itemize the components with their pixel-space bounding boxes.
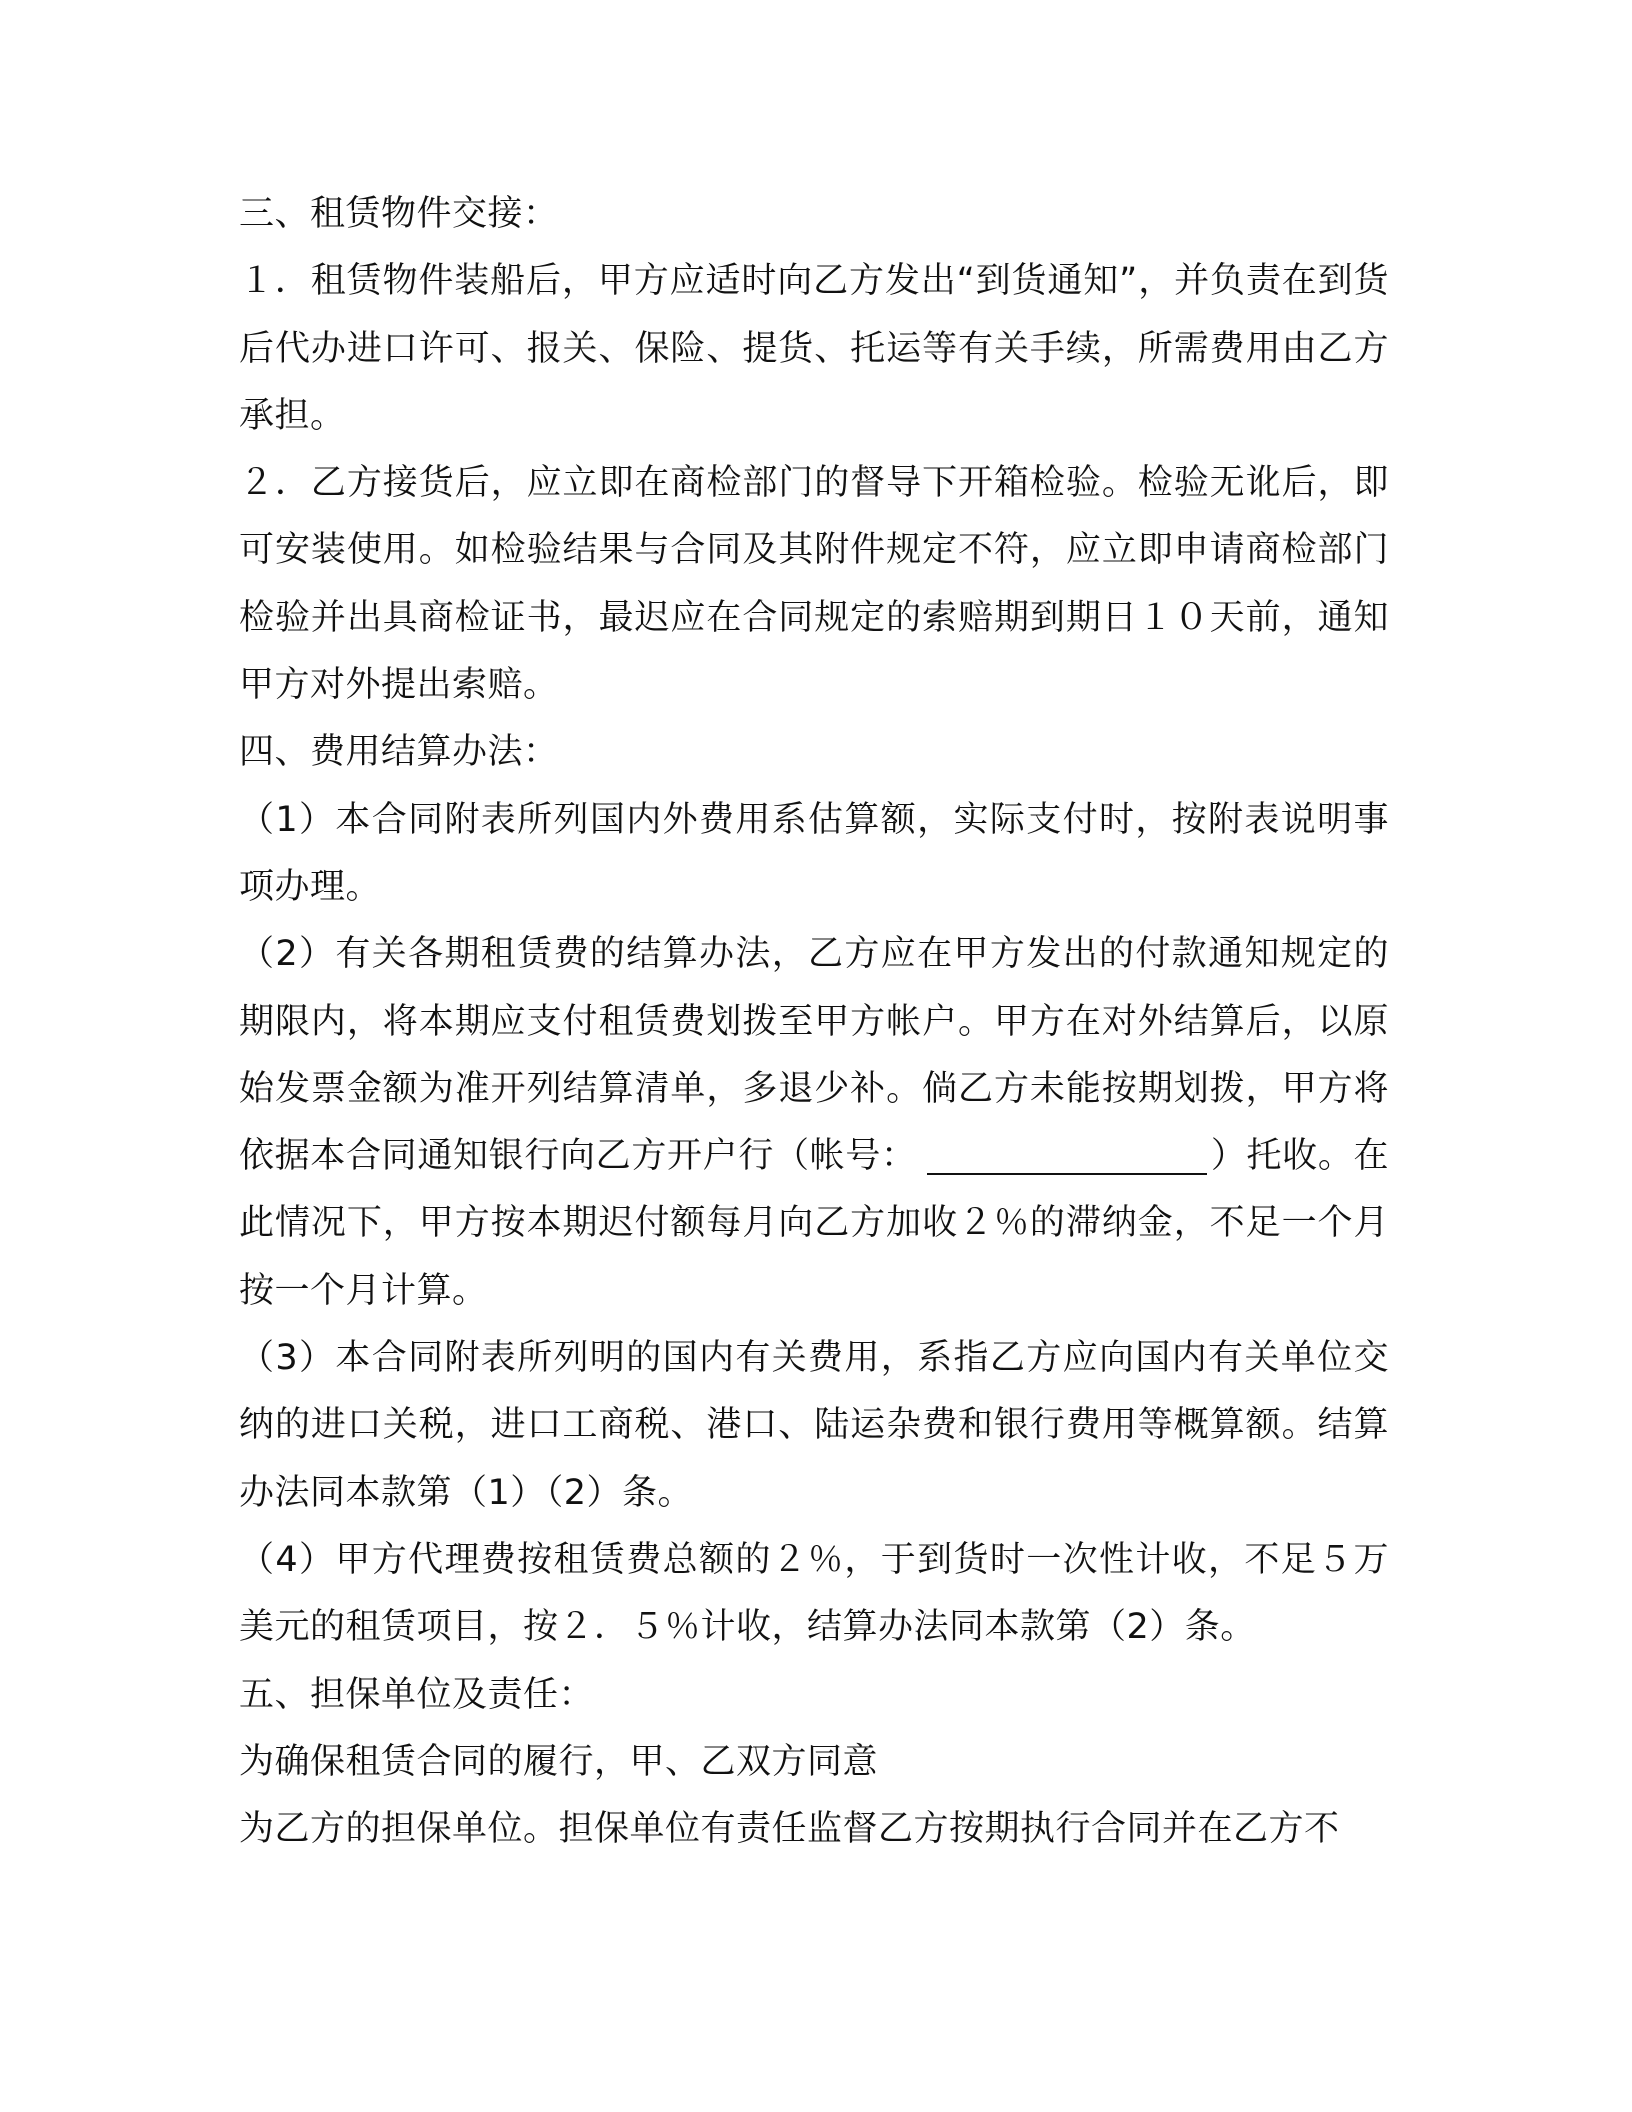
section-3-clause-2: ２．乙方接货后，应立即在商检部门的督导下开箱检验。检验无讹后，即可安装使用。如检验结果与合同及其附件规定不符，应立即申请商检部门检验并出具商检证书，最迟应在合同规定的索赔期到期日１０天前，通知甲方对外提出索赔。: [239, 463, 1389, 706]
section-4-clause-4: （4）甲方代理费按租赁费总额的２％，于到货时一次性计收，不足５万美元的租赁项目，按２．５％计收，结算办法同本款第（2）条。: [239, 1539, 1389, 1648]
document-body: [239, 181, 1389, 1863]
section-4-clause-2-text-before: （2）有关各期租赁费的结算办法，乙方应在甲方发出的付款通知规定的期限内，将本期应支付租赁费划拨至甲方帐户。甲方在对外结算后，以原始发票金额为准开列结算清单，多退少补。倘乙方未能按期划拨，甲方将依据本合同通知银行向乙方开户行（帐号：: [239, 934, 1389, 1177]
section-5-heading: 五、担保单位及责任：: [239, 1674, 595, 1715]
section-4-heading: 四、费用结算办法：: [239, 732, 559, 773]
section-5-line-2: 为乙方的担保单位。担保单位有责任监督乙方按期执行合同并在乙方不: [239, 1809, 1340, 1850]
section-4-clause-3: （3）本合同附表所列明的国内有关费用，系指乙方应向国内有关单位交纳的进口关税，进口工商税、港口、陆运杂费和银行费用等概算额。结算办法同本款第（1）（2）条。: [239, 1338, 1389, 1513]
section-4-clause-2-text-after: ）托收。在此情况下，甲方按本期迟付额每月向乙方加收２％的滞纳金，不足一个月按一个月计算。: [239, 1136, 1389, 1311]
section-4-clause-1: （1）本合同附表所列国内外费用系估算额，实际支付时，按附表说明事项办理。: [239, 799, 1389, 907]
section-3-clause-1: １．租赁物件装船后，甲方应适时向乙方发出“到货通知”，并负责在到货后代办进口许可、报关、保险、提货、托运等有关手续，所需费用由乙方承担。: [239, 261, 1389, 436]
section-5-line-1: 为确保租赁合同的履行，甲、乙双方同意: [239, 1741, 879, 1782]
account-number-blank: [927, 1133, 1207, 1175]
section-3-heading: 三、租赁物件交接：: [239, 194, 559, 234]
section-4-clause-2: [239, 921, 1389, 1325]
